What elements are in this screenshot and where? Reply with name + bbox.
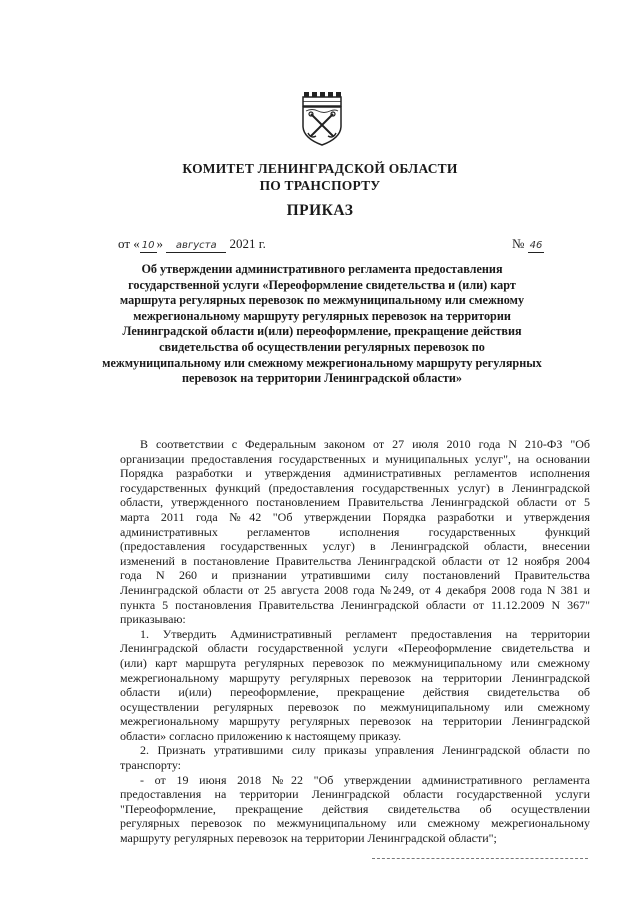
organization-name-line1: КОМИТЕТ ЛЕНИНГРАДСКОЙ ОБЛАСТИ xyxy=(182,161,458,176)
title-line: Ленинградской области и(или) переоформление, прекращение действия xyxy=(122,324,522,339)
body-line: межрегиональному маршруту регулярных перевозок на территории Ленинградской xyxy=(120,670,590,685)
body-line: 1. Утвердить Административный регламент предоставления на территории xyxy=(140,626,590,641)
body-line: В соответствии с Федеральным законом от 27 июля 2010 года N 210-ФЗ "Об xyxy=(140,437,590,451)
document-body xyxy=(120,437,590,846)
date-month-handwritten: августа xyxy=(166,239,226,253)
title-line: межмуниципальному или смежному межрегиональному маршруту регулярных xyxy=(102,355,542,370)
number-sign: № xyxy=(512,236,525,251)
body-line: - от 19 июня 2018 №22 "Об утверждении административного регламента xyxy=(140,772,590,787)
body-line: межрегиональному маршруту регулярных перевозок на территории Ленинградской xyxy=(120,714,590,729)
body-line: области, утвержденного постановлением Правительства Ленинградской области от 5 xyxy=(120,495,590,510)
date-prefix: от « xyxy=(118,236,140,251)
document-title xyxy=(92,262,552,387)
order-number-handwritten: 46 xyxy=(529,240,543,251)
body-line: предоставления на территории Ленинградской области государственной услуги xyxy=(120,787,590,802)
body-line: маршруту регулярных перевозок на территории Ленинградской области"; xyxy=(120,831,497,846)
title-line: свидетельства об осуществлении регулярных перевозок по xyxy=(159,339,485,354)
date-mid: » xyxy=(156,236,163,251)
body-line: приказываю: xyxy=(120,612,186,627)
body-line: регулярных перевозок по межмуниципальному или смежному межрегиональному xyxy=(120,816,590,831)
title-line: межрегиональному маршруту регулярных перевозок на территории xyxy=(133,308,511,323)
body-line: "Переоформление, прекращение действия свидетельства об осуществлении xyxy=(120,801,590,816)
title-line: маршрута регулярных перевозок по межмуниципальному или смежному xyxy=(119,293,525,308)
body-line: области» согласно приложению к настоящему приказу. xyxy=(120,728,402,743)
body-line: марта 2011 года №42 "Об утверждении Порядка разработки и утверждения xyxy=(120,509,590,524)
body-line: (предоставления государственных услуг) в Ленинградской области, внесении xyxy=(120,539,590,554)
order-date xyxy=(118,236,266,253)
coat-of-arms-emblem xyxy=(300,92,344,146)
date-year: 2021 г. xyxy=(229,236,266,251)
title-line: перевозок на территории Ленинградской области» xyxy=(182,371,462,386)
body-line: Порядка разработки и утверждения административных регламентов исполнения xyxy=(120,466,590,481)
body-line: организации предоставления государственных и муниципальных услуг", на основании xyxy=(120,451,590,466)
body-line: года N 260 и признании утратившими силу постановлений Правительства xyxy=(120,568,590,583)
body-line: административных регламентов исполнения государственных функций xyxy=(120,524,590,539)
title-line: Об утверждении административного регламента предоставления xyxy=(141,262,503,276)
body-line: Ленинградской области от 25 августа 2008 года №249, от 4 декабря 2008 года N 381 и xyxy=(120,582,590,597)
body-line: пункта 5 постановления Правительства Ленинградской области от 11.12.2009 N 367" xyxy=(120,597,590,612)
body-line: осуществлении регулярных перевозок по межмуниципальному или смежному xyxy=(120,699,590,714)
body-line: транспорту: xyxy=(120,758,181,773)
body-line: 2. Признать утратившими силу приказы управления Ленинградской области по xyxy=(140,743,590,758)
body-line: (или) карт маршрута регулярных перевозок по межмуниципальному или смежному xyxy=(120,655,590,670)
body-line: изменений в постановление Правительства Ленинградской области от 12 ноября 2004 xyxy=(120,553,590,568)
body-line: Ленинградской области государственной услуги «Переоформление свидетельства и xyxy=(120,641,590,656)
body-line: области и(или) переоформление, прекращение действия свидетельства об xyxy=(120,685,590,700)
document-type-heading: ПРИКАЗ xyxy=(286,202,354,219)
organization-name-line2: ПО ТРАНСПОРТУ xyxy=(259,178,381,193)
date-day-handwritten: 10 xyxy=(141,240,155,251)
footer-divider xyxy=(372,858,588,859)
title-line: государственной услуги «Переоформление свидетельства и (или) карт xyxy=(128,277,516,292)
order-number xyxy=(512,236,544,253)
body-line: государственных функций (предоставления государственных услуг) в Ленинградской xyxy=(120,480,590,495)
